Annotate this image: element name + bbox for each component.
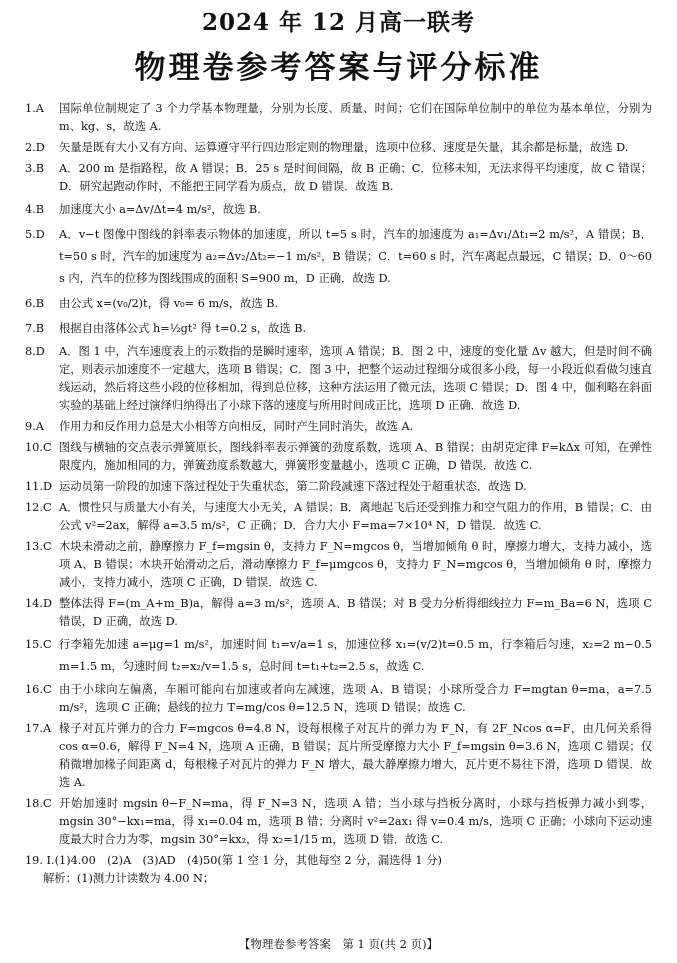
question-number: 11.: [25, 480, 43, 493]
answer-letter: C: [42, 638, 52, 651]
answer-letter: D: [42, 597, 53, 610]
answer-letter: B: [35, 322, 45, 335]
answer-item-19: [25, 852, 652, 888]
answer-letter: C: [42, 683, 52, 696]
answer-item-9: [25, 418, 652, 436]
answer-item-5: [25, 224, 652, 290]
question-number: 17.: [25, 722, 43, 735]
answer-explanation: 加速度大小 a=Δv/Δt=4 m/s²，故选 B.: [59, 203, 261, 216]
answer-item-17: [25, 720, 652, 792]
answer-item-4: [25, 199, 652, 221]
answer-explanation: 行李箱先加速 a=μg=1 m/s²，加速时间 t₁=v/a=1 s，加速位移 x₁=(v/2)t=0.5 m，行李箱后匀速，x₂=2 m−0.5 m=1.5 m，匀速时间 t₂=x₂/v=1.5 s，总时间 t=t₁+t₂=2.5 s，故选 C.: [59, 638, 652, 673]
answer-letter: D: [35, 228, 45, 241]
question-number: 5.: [25, 228, 36, 241]
page-footer: 【物理卷参考答案 第 1 页(共 2 页)】: [238, 937, 439, 951]
answer-letter: D: [35, 141, 45, 154]
question-number: 6.: [25, 297, 36, 310]
question-number: 15.: [25, 638, 43, 651]
answer-explanation: A．惯性只与质量大小有关，与速度大小无关，A 错误；B．离地起飞后还受到推力和空气阻力的作用，B 错误；C．由公式 v²=2ax，解得 a=3.5 m/s²，C 正确；D．合力大小 F=ma=7×10⁴ N，D 错误．故选 C.: [59, 501, 652, 532]
question-number: 7.: [25, 322, 36, 335]
answer-19-summary: 19. Ⅰ.(1)4.00 (2)A (3)AD (4)50(第 1 空 1 分，其他每空 2 分，漏选得 1 分): [25, 854, 442, 867]
answer-explanation: 开始加速时 mgsin θ−F_N=ma，得 F_N=3 N，选项 A 错；当小球与挡板分离时，小球与挡板弹力减小到零，mgsin 30°−kx₁=ma，得 x₁=0.04 m，选项 B 错；分离时 v²=2ax₁ 得 v=0.4 m/s，选项 C 正确；小球向下运动速度最大时合力为零，mgsin 30°=kx₂，得 x₂=1/15 m，选项 D 错．故选 C.: [59, 797, 652, 846]
answer-letter: C: [42, 501, 52, 514]
answers-list: [25, 100, 652, 891]
answer-explanation: A．图 1 中，汽车速度表上的示数指的是瞬时速率，选项 A 错误；B．图 2 中，速度的变化量 Δv 越大，但是时间不确定，则表示加速度不一定越大，选项 B 错误；C．图 3 中，把整个运动过程细分成很多小段，每一小段近似看做匀速直线运动，然后将这些小段的位移相加，得到总位移，这种方法运用了微元法，选项 C 错误；D．图 4 中，伽利略在斜面实验的基础上经过演绎归纳得出了小球下落的速度与所用时间成正比，选项 D 正确．故选 D.: [59, 345, 652, 412]
answer-letter: B: [35, 162, 45, 175]
exam-header-title: 2024 年 12 月高一联考: [201, 9, 476, 36]
question-number: 14.: [25, 597, 43, 610]
question-number: 9.: [25, 420, 36, 433]
answer-letter: B: [35, 203, 45, 216]
question-number: 12.: [25, 501, 43, 514]
answer-item-12: [25, 499, 652, 535]
answer-item-3: [25, 160, 652, 196]
answer-explanation: 作用力和反作用力总是大小相等方向相反，同时产生同时消失，故选 A.: [59, 420, 414, 433]
answer-explanation: 由于小球向左偏离，车厢可能向右加速或者向左减速，选项 A、B 错误；小球所受合力 F=mgtan θ=ma，a=7.5 m/s²，选项 C 正确；悬线的拉力 T=mg/cos θ=12.5 N，选项 D 错误；故选 C.: [59, 683, 652, 714]
answer-letter: A: [42, 722, 52, 735]
answer-letter: D: [35, 345, 45, 358]
answer-explanation: 整体法得 F=(m_A+m_B)a，解得 a=3 m/s²，选项 A、B 错误；对 B 受力分析得细线拉力 F=m_Ba=6 N，选项 C 错误，D 正确，故选 D.: [59, 597, 652, 628]
answer-explanation: 运动员第一阶段的加速下落过程处于失重状态，第二阶段减速下落过程处于超重状态．故选 D.: [59, 480, 527, 493]
answer-item-10: [25, 439, 652, 475]
answer-item-2: [25, 139, 652, 157]
answer-item-8: [25, 343, 652, 415]
question-number: 10.: [25, 441, 43, 454]
answer-item-15: [25, 634, 652, 678]
question-number: 4.: [25, 203, 36, 216]
answer-item-18: [25, 795, 652, 849]
question-number: 1.: [25, 102, 36, 115]
question-number: 8.: [25, 345, 36, 358]
answer-item-7: [25, 318, 652, 340]
answer-item-1: [25, 100, 652, 136]
answer-explanation: A．v−t 图像中图线的斜率表示物体的加速度，所以 t=5 s 时，汽车的加速度为 a₁=Δv₁/Δt₁=2 m/s²，A 错误；B．t=50 s 时，汽车的加速度为 a₂=Δv₂/Δt₂=−1 m/s²，B 错误；C．t=60 s 时，汽车离起点最远，C 错误；D．0～60 s 内，汽车的位移为图线围成的面积 S=900 m，D 正确．故选 D.: [59, 228, 652, 285]
answer-explanation: 图线与横轴的交点表示弹簧原长，图线斜率表示弹簧的劲度系数，选项 A、B 错误；由胡克定律 F=kΔx 可知，在弹性限度内，施加相同的力，弹簧劲度系数越大，弹簧形变量越小，选项 C 正确，D 错误．故选 C.: [59, 441, 652, 472]
answer-19-analysis: 解析：(1)测力计读数为 4.00 N；: [43, 872, 215, 885]
answer-explanation: 国际单位制规定了 3 个力学基本物理量，分别为长度、质量、时间；它们在国际单位制中的单位为基本单位，分别为 m、kg、s，故选 A.: [59, 102, 652, 133]
answer-explanation: A．200 m 是指路程，故 A 错误；B．25 s 是时间间隔，故 B 正确；C．位移未知，无法求得平均速度，故 C 错误；D．研究起跑动作时，不能把王同学看为质点，故 D 错误．故选 B.: [59, 162, 652, 193]
answer-explanation: 木块未滑动之前，静摩擦力 F_f=mgsin θ，支持力 F_N=mgcos θ，当增加倾角 θ 时，摩擦力增大，支持力减小，选项 A、B 错误；木块开始滑动之后，滑动摩擦力 F_f=μmgcos θ，支持力 F_N=mgcos θ，当增加倾角 θ 时，摩擦力减小，支持力减小，选项 C 正确，D 错误．故选 C.: [59, 540, 652, 589]
question-number: 2.: [25, 141, 36, 154]
answer-letter: B: [35, 297, 45, 310]
question-number: 13.: [25, 540, 43, 553]
answer-explanation: 矢量是既有大小又有方向、运算遵守平行四边形定则的物理量，选项中位移、速度是矢量，其余都是标量，故选 D.: [59, 141, 629, 154]
question-number: 18.: [25, 797, 43, 810]
answer-explanation: 根据自由落体公式 h=½gt² 得 t=0.2 s，故选 B.: [59, 322, 307, 335]
answer-letter: D: [42, 480, 53, 493]
answer-letter: C: [42, 441, 52, 454]
answer-item-14: [25, 595, 652, 631]
answer-letter: C: [42, 540, 52, 553]
answer-letter: A: [35, 102, 44, 115]
answer-explanation: 由公式 x=(v₀/2)t，得 v₀= 6 m/s，故选 B.: [59, 297, 279, 310]
answer-item-16: [25, 681, 652, 717]
document-title: 物理卷参考答案与评分标准: [134, 50, 543, 86]
answer-item-13: [25, 538, 652, 592]
answer-item-6: [25, 293, 652, 315]
answer-item-11: [25, 478, 652, 496]
question-number: 16.: [25, 683, 43, 696]
answer-explanation: 椽子对瓦片弹力的合力 F=mgcos θ=4.8 N，设每根椽子对瓦片的弹力为 F_N，有 2F_Ncos α=F，由几何关系得 cos α=0.6，解得 F_N=4 N，选项 A 正确，B 错误；瓦片所受摩擦力大小 F_f=mgsin θ=3.6 N，选项 C 错误；仅稍微增加椽子间距离 d，每根椽子对瓦片的弹力 F_N 增大，最大静摩擦力增大，瓦片更不易往下滑，选项 D 错误．故选 A.: [59, 722, 652, 789]
answer-letter: A: [35, 420, 44, 433]
answer-letter: C: [42, 797, 52, 810]
question-number: 3.: [25, 162, 36, 175]
